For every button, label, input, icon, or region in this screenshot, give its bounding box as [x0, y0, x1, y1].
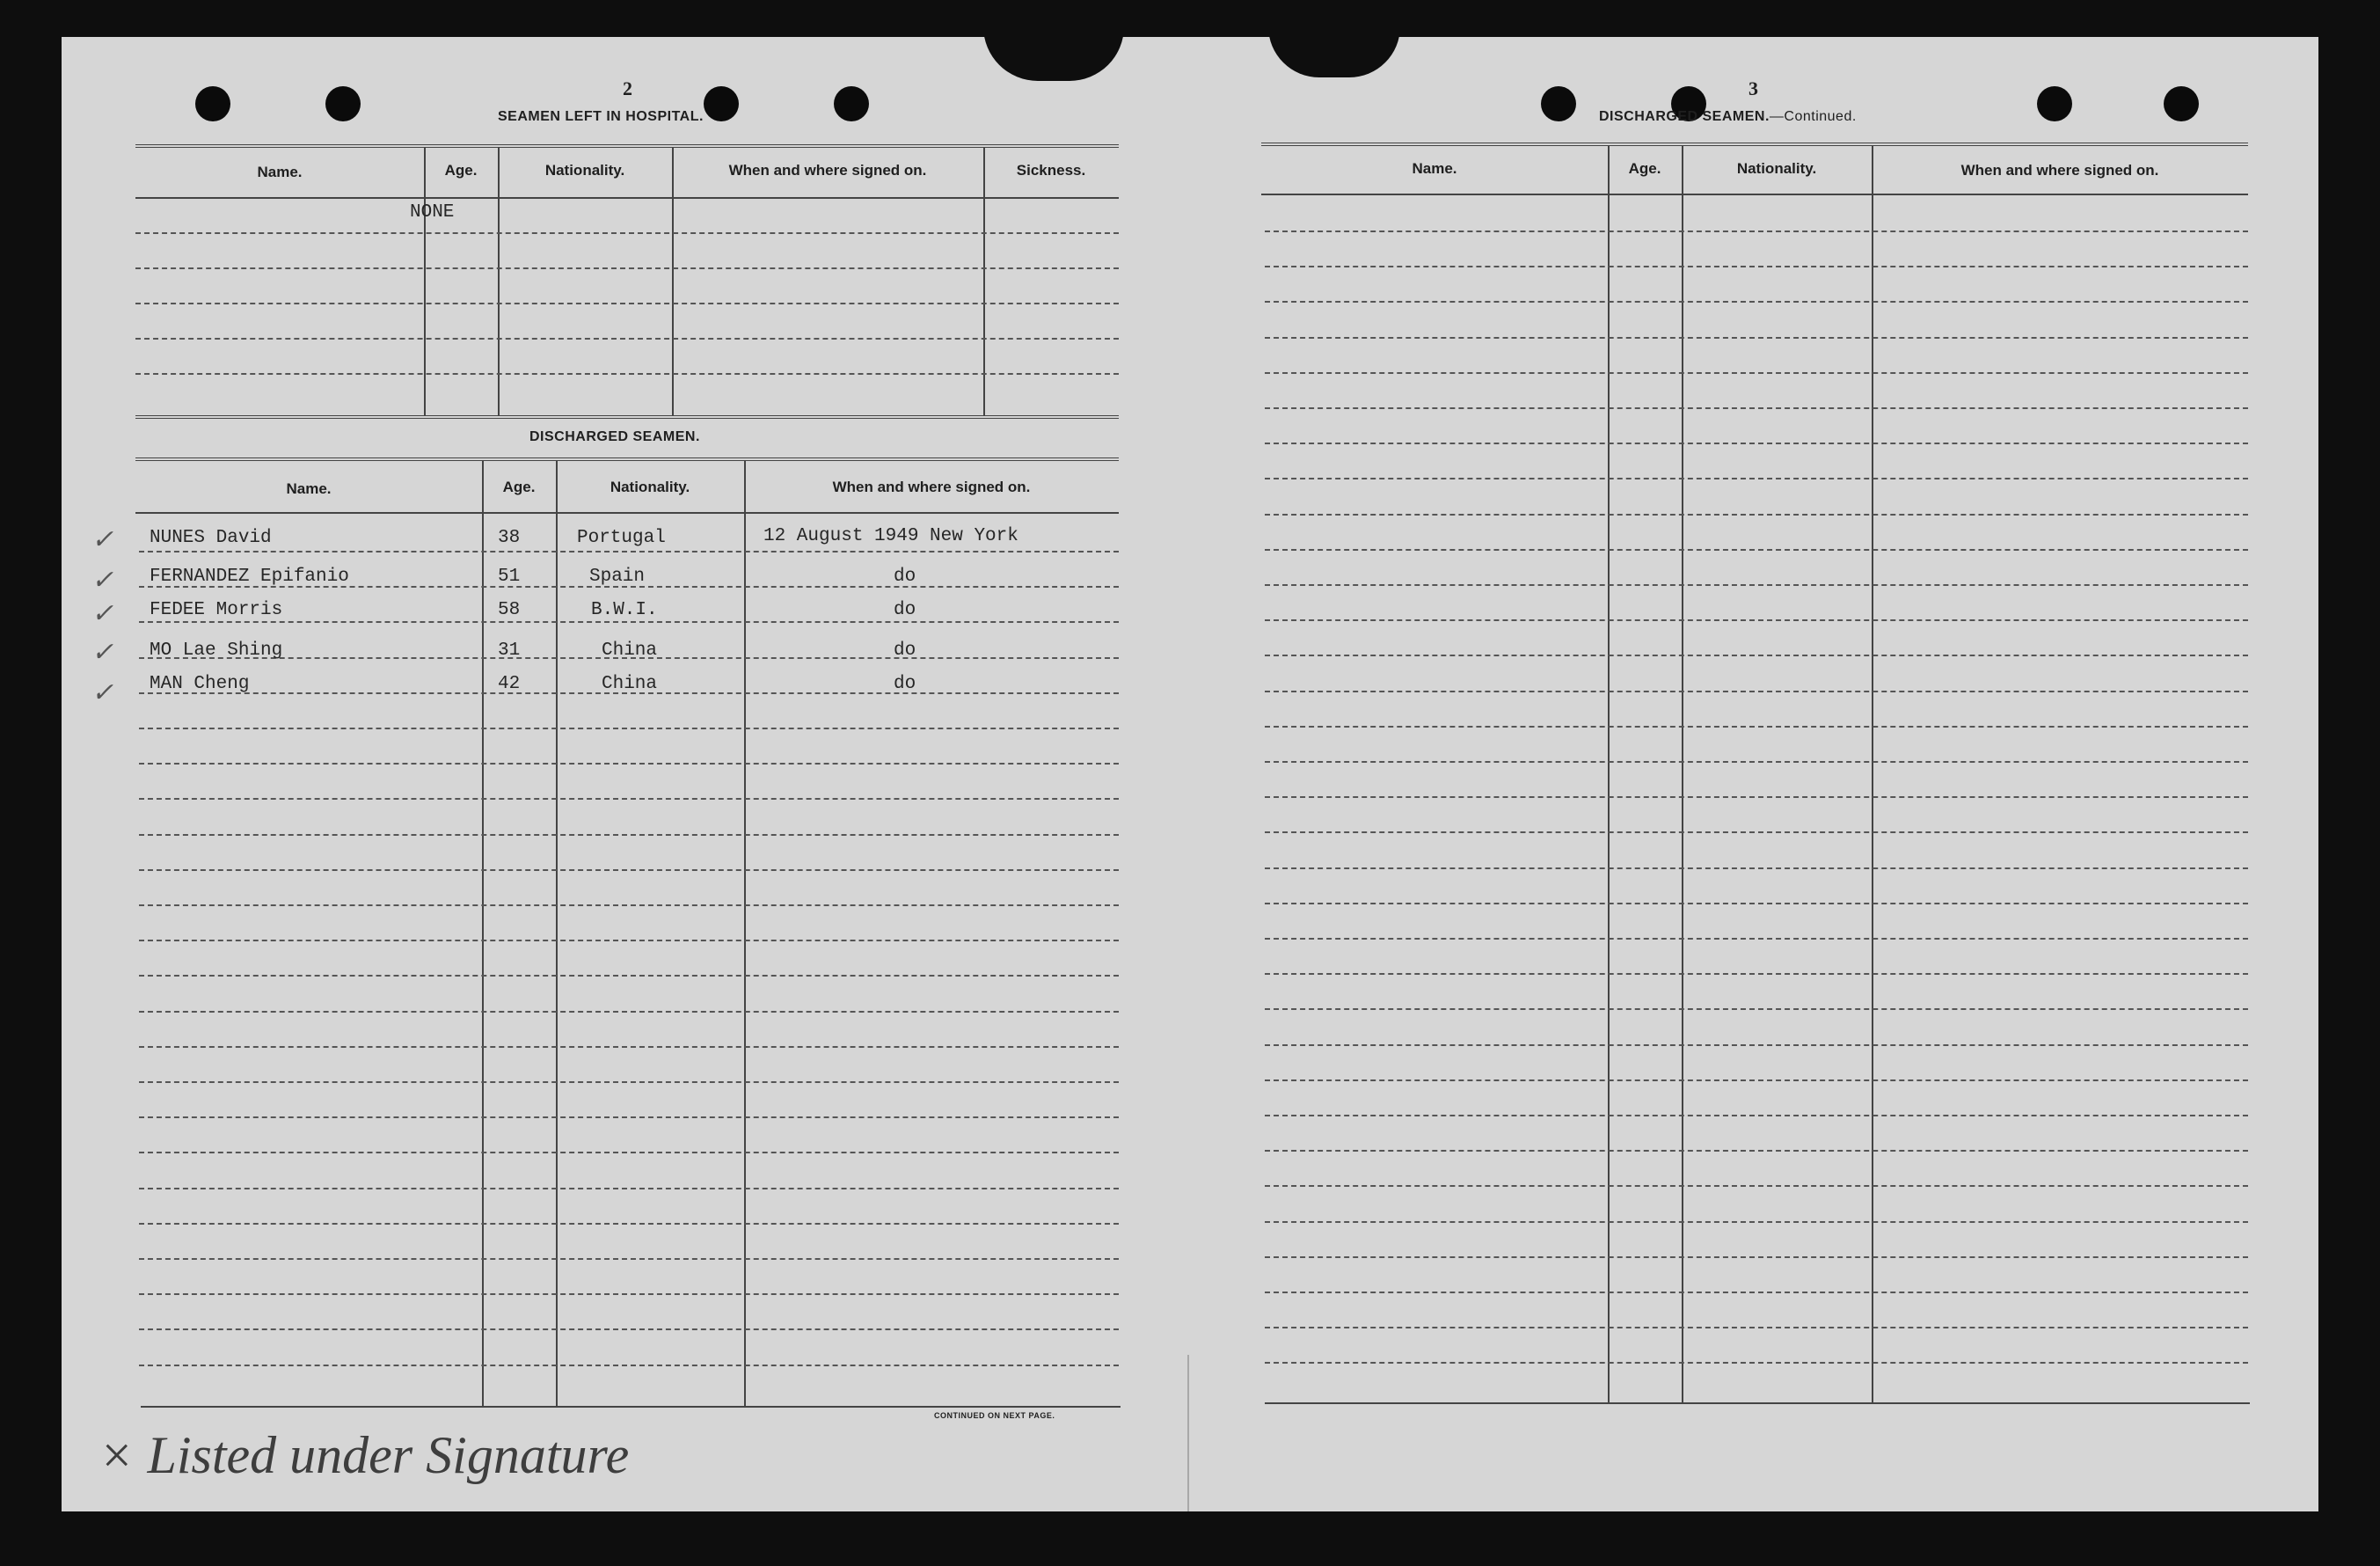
ruled-line: [139, 1188, 1119, 1189]
seaman-signed-on: do: [894, 640, 916, 661]
page-number: 2: [623, 77, 632, 99]
ruled-line: [1265, 1079, 2248, 1081]
ruled-line: [135, 338, 1119, 340]
column-header-nationality: Nationality.: [1736, 160, 1817, 177]
discharged-continued-title: [1599, 109, 1857, 125]
seaman-age: 31: [498, 640, 521, 661]
seaman-nationality: China: [602, 674, 658, 694]
ruled-line: [1265, 549, 2248, 551]
ruled-line: [139, 1011, 1119, 1013]
ruled-line: [1265, 1150, 2248, 1152]
ruled-line: [1265, 1256, 2248, 1258]
seaman-age: 58: [498, 600, 521, 620]
seaman-nationality: Spain: [589, 567, 646, 587]
ruled-line: [1265, 266, 2248, 267]
ruled-line: [139, 728, 1119, 729]
column-divider: [482, 461, 484, 1406]
ruled-line: [139, 1081, 1119, 1083]
ruled-line: [139, 1293, 1119, 1295]
ruled-line: [139, 798, 1119, 800]
table-bottom-rule: [1265, 1402, 2250, 1404]
ruled-line: [1265, 443, 2248, 444]
ruled-line: [139, 869, 1119, 871]
column-header-age: Age.: [444, 162, 478, 179]
column-divider: [556, 461, 558, 1406]
ruled-line: [139, 1152, 1119, 1153]
column-header-age: Age.: [1628, 160, 1661, 177]
ruled-line: [1265, 973, 2248, 975]
seaman-age: 51: [498, 567, 521, 587]
punch-hole: [325, 86, 361, 121]
ruled-line: [139, 621, 1119, 623]
column-header-signed-on: When and where signed on.: [1960, 162, 2159, 179]
punch-hole: [834, 86, 869, 121]
ruled-line: [139, 551, 1119, 552]
table-bottom-rule: [141, 1406, 1121, 1408]
punch-hole: [1541, 86, 1576, 121]
continued-suffix: —Continued.: [1769, 109, 1857, 124]
table-top-rule: [1261, 143, 2248, 146]
ruled-line: [1265, 372, 2248, 374]
ruled-line: [1265, 1327, 2248, 1328]
punch-hole: [195, 86, 230, 121]
ruled-line: [139, 975, 1119, 977]
ruled-line: [1265, 867, 2248, 869]
column-header-name: Name.: [1412, 160, 1457, 177]
discharged-section-title: DISCHARGED SEAMEN.: [529, 429, 700, 444]
header-rule: [1261, 194, 2248, 195]
header-rule: [135, 512, 1119, 514]
ruled-line: [1265, 938, 2248, 940]
ruled-line: [135, 267, 1119, 269]
ruled-line: [1265, 1362, 2248, 1364]
seaman-signed-on: 12 August 1949 New York: [763, 526, 1018, 546]
column-header-age: Age.: [502, 479, 536, 495]
handwritten-note: × Listed under Signature: [99, 1426, 630, 1484]
ruled-line: [1265, 1044, 2248, 1046]
column-header-nationality: Nationality.: [610, 479, 690, 495]
ruled-line: [1265, 1008, 2248, 1010]
ruled-line: [1265, 726, 2248, 728]
ruled-line: [135, 303, 1119, 304]
column-divider: [744, 461, 746, 1406]
tick-mark: ✓: [91, 566, 114, 595]
table-top-rule: [135, 457, 1119, 461]
ruled-line: [139, 1365, 1119, 1366]
seaman-name: FERNANDEZ Epifanio: [150, 567, 349, 587]
column-divider: [672, 148, 674, 415]
ruled-line: [135, 373, 1119, 375]
ruled-line: [139, 763, 1119, 765]
table-top-rule: [135, 144, 1119, 148]
seaman-nationality: Portugal: [577, 528, 666, 548]
seaman-age: 42: [498, 674, 521, 694]
column-divider: [498, 148, 500, 415]
punch-hole: [2037, 86, 2072, 121]
seaman-signed-on: do: [894, 600, 916, 620]
ruled-line: [1265, 1292, 2248, 1293]
ruled-line: [139, 940, 1119, 941]
ruled-line: [1265, 1185, 2248, 1187]
hospital-section-title: SEAMEN LEFT IN HOSPITAL.: [498, 109, 704, 124]
hospital-entry-none: NONE: [410, 202, 455, 223]
column-divider: [424, 148, 426, 415]
seaman-age: 38: [498, 528, 521, 548]
tick-mark: ✓: [91, 638, 114, 667]
document-sheet: [62, 37, 2318, 1511]
seaman-nationality: China: [602, 640, 658, 661]
seaman-name: MO Lae Shing: [150, 640, 283, 661]
column-header-nationality: Nationality.: [544, 162, 625, 179]
ruled-line: [1265, 903, 2248, 904]
seaman-name: FEDEE Morris: [150, 600, 283, 620]
punch-hole: [2164, 86, 2199, 121]
ruled-line: [1265, 831, 2248, 833]
ruled-line: [1265, 1221, 2248, 1223]
seaman-name: NUNES David: [150, 528, 272, 548]
ruled-line: [1265, 1115, 2248, 1116]
column-header-name: Name.: [257, 164, 303, 180]
ruled-line: [139, 1046, 1119, 1048]
column-header-signed-on: When and where signed on.: [728, 162, 927, 179]
ruled-line: [139, 1116, 1119, 1118]
page-number: 3: [1748, 77, 1758, 99]
tick-mark: ✓: [91, 525, 114, 554]
seaman-name: MAN Cheng: [150, 674, 250, 694]
continued-footer: CONTINUED ON NEXT PAGE.: [934, 1411, 1055, 1420]
column-divider: [1682, 146, 1683, 1402]
ruled-line: [1265, 478, 2248, 479]
ruled-line: [1265, 514, 2248, 516]
ruled-line: [1265, 231, 2248, 232]
ruled-line: [1265, 655, 2248, 656]
page-fold: [1187, 1355, 1189, 1511]
ruled-line: [139, 1258, 1119, 1260]
tick-mark: ✓: [91, 599, 114, 628]
table-bottom-rule: [135, 415, 1119, 419]
column-header-sickness: Sickness.: [1016, 162, 1086, 179]
ruled-line: [139, 1223, 1119, 1225]
header-rule: [135, 197, 1119, 199]
column-divider: [983, 148, 985, 415]
ruled-line: [1265, 337, 2248, 339]
column-header-name: Name.: [286, 480, 332, 497]
seaman-nationality: B.W.I.: [591, 600, 658, 620]
column-header-signed-on: When and where signed on.: [832, 479, 1031, 495]
column-divider: [1608, 146, 1610, 1402]
ruled-line: [1265, 691, 2248, 692]
ruled-line: [139, 1328, 1119, 1330]
ruled-line: [1265, 584, 2248, 586]
punch-hole: [704, 86, 739, 121]
seaman-signed-on: do: [894, 674, 916, 694]
ruled-line: [135, 232, 1119, 234]
section-title: DISCHARGED SEAMEN.: [1599, 109, 1770, 124]
ruled-line: [139, 904, 1119, 906]
seaman-signed-on: do: [894, 567, 916, 587]
column-divider: [1872, 146, 1873, 1402]
ruled-line: [139, 834, 1119, 836]
tick-mark: ✓: [91, 678, 114, 707]
ruled-line: [1265, 796, 2248, 798]
ruled-line: [1265, 407, 2248, 409]
ruled-line: [1265, 301, 2248, 303]
ruled-line: [1265, 761, 2248, 763]
ruled-line: [1265, 619, 2248, 621]
